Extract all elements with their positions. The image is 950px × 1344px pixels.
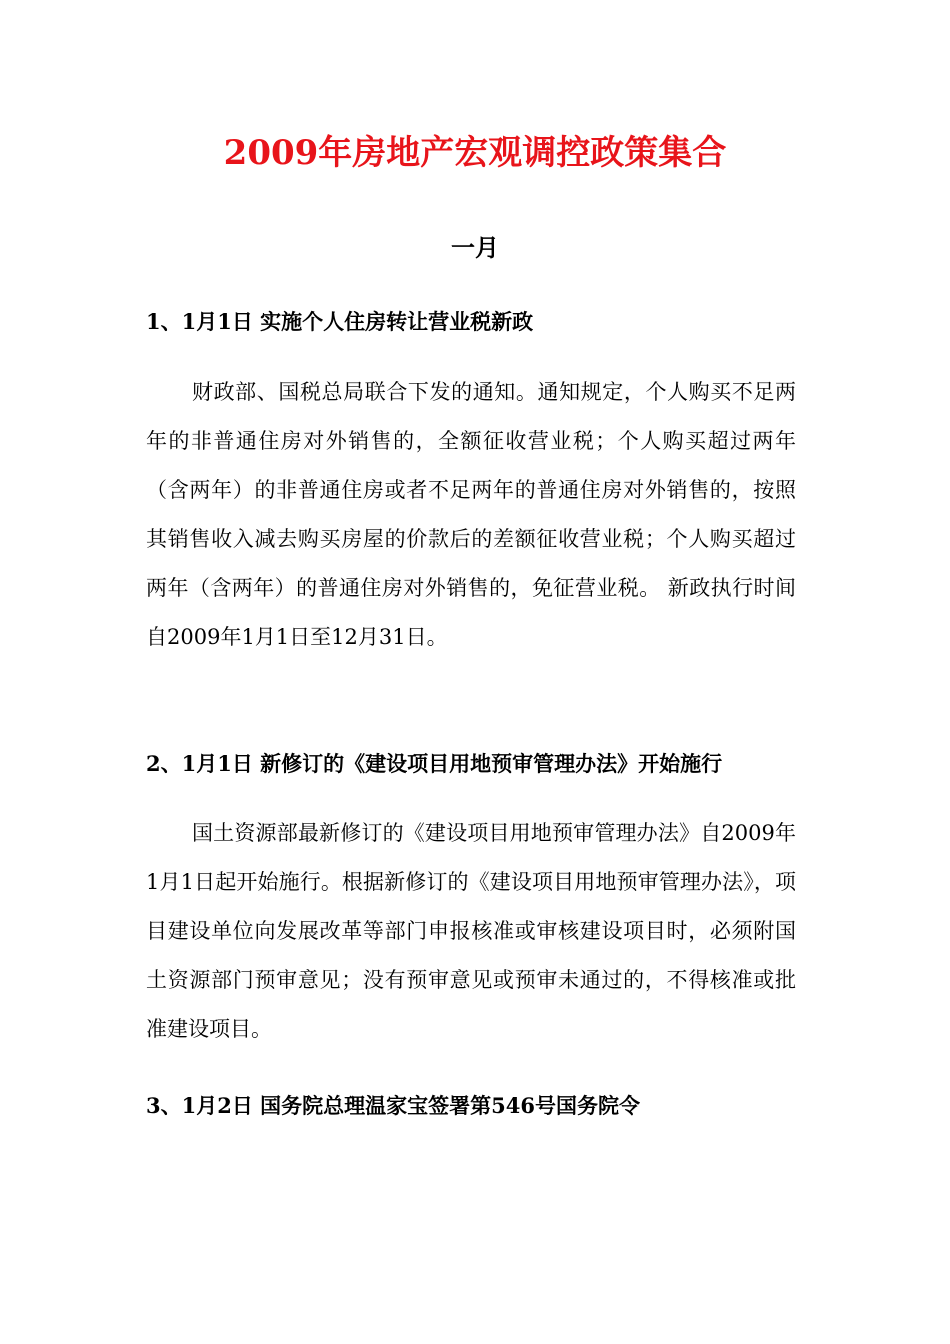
item-body-1: 财政部、国税总局联合下发的通知。通知规定，个人购买不足两年的非普通住房对外销售的，全额征收营业税；个人购买超过两年（含两年）的非普通住房或者不足两年的普通住房对外销售的，按照其销售收入减去购买房屋的价款后的差额征收营业税；个人购买超过两年（含两年）的普通住房对外销售的，免征营业税。 新政执行时间自2009年1月1日至12月31日。 [146,380,796,649]
month-heading: 一月 [451,233,499,262]
document-title: 2009年房地产宏观调控政策集合 [223,133,727,173]
item-body-2: 国土资源部最新修订的《建设项目用地预审管理办法》自2009年1月1日起开始施行。根据新修订的《建设项目用地预审管理办法》，项目建设单位向发展改革等部门申报核准或审核建设项目时，必须附国土资源部门预审意见；没有预审意见或预审未通过的，不得核准或批准建设项目。 [146,821,796,1041]
item-heading-1: 1、1月1日 实施个人住房转让营业税新政 [146,309,534,334]
item-heading-2: 2、1月1日 新修订的《建设项目用地预审管理办法》开始施行 [146,751,723,776]
item-heading-3: 3、1月2日 国务院总理温家宝签署第546号国务院令 [146,1093,640,1118]
